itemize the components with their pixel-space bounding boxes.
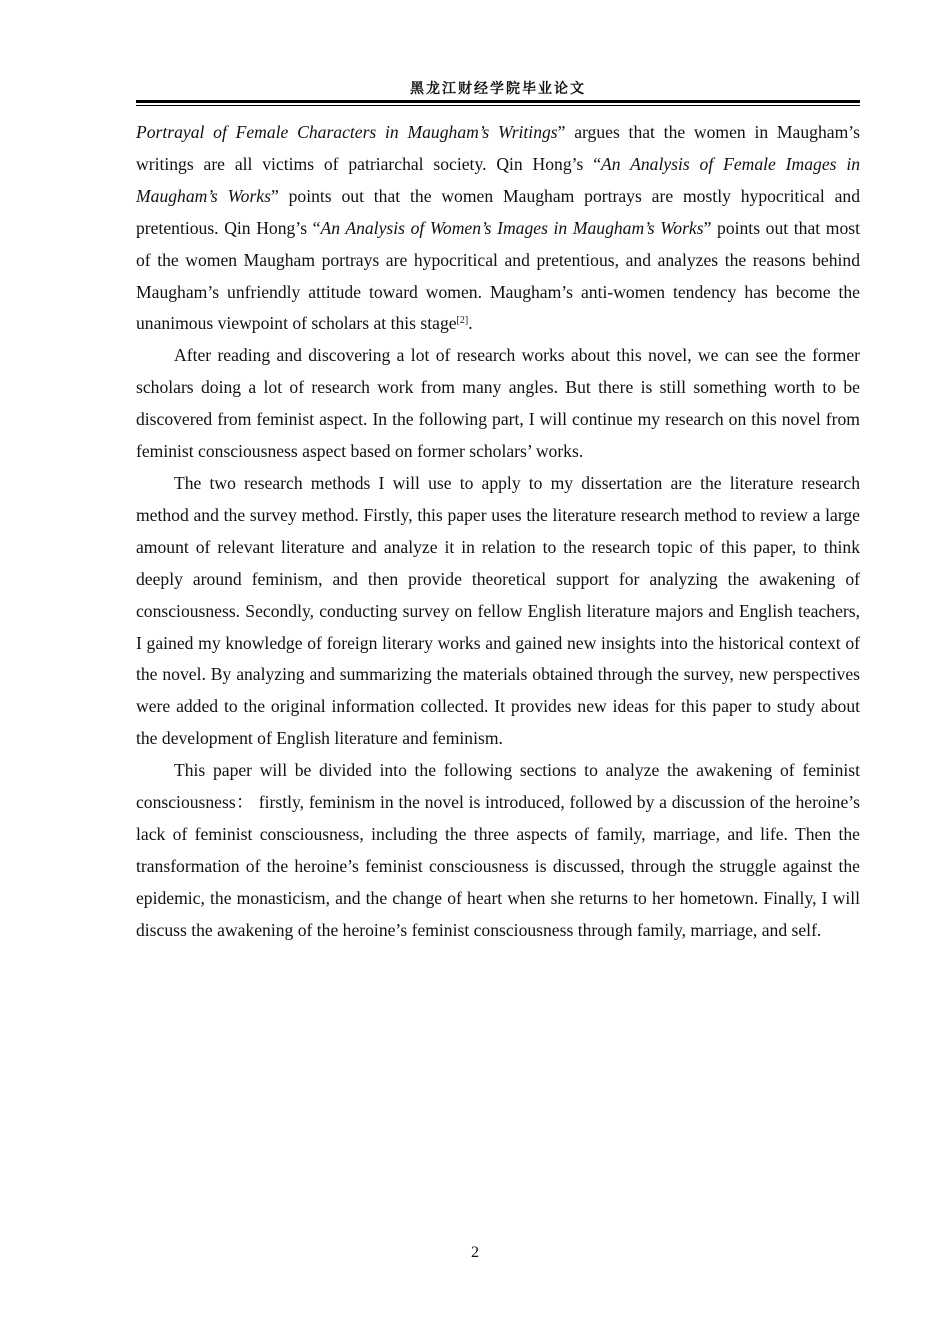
paragraph-4: This paper will be divided into the following sections to analyze the awakening of feminist consciousness： firstly, feminism in the novel is introduced, followed by a discussion of the heroine’s lack of feminist consciousness, including the three aspects of family, marriage, and life. Then the transformation of the heroine’s feminist consciousness is discussed, through the struggle against the epidemic, the monasticism, and the change of heart when she returns to her hometown. Finally, I will discuss the awakening of the heroine’s feminist consciousness through family, marriage, and self. xyxy=(136,760,860,940)
header-rule-thin xyxy=(136,105,860,106)
cited-title: An Analysis of Female Images in Maugham’s Works xyxy=(136,153,861,206)
cited-title: An Analysis of Women’s Images in Maugham’s Works xyxy=(320,217,704,238)
paragraph-1 xyxy=(136,117,860,340)
paragraph-3: The two research methods I will use to apply to my dissertation are the literature research method and the survey method. Firstly, this paper uses the literature research method to review a large amount of relevant literature and analyze it in relation to the research topic of this paper, to think deeply around feminism, and then provide theoretical support for analyzing the awakening of consciousness. Secondly, conducting survey on fellow English literature majors and English teachers, I gained my knowledge of foreign literary works and gained new insights into the historical context of the novel. By analyzing and summarizing the materials obtained through the survey, new perspectives were added to the original information collected. It provides new ideas for this paper to study about the development of English literature and feminism. xyxy=(136,472,860,749)
header-rule-thick xyxy=(136,100,860,103)
paragraph-text: ” points out that most of the women Maugham portrays are hypocritical and pretentious, and analyzes the reasons behind Maugham’s unfriendly attitude toward women. Maugham’s anti-women tendency has become the unanimous viewpoint of scholars at this stage xyxy=(136,217,860,334)
body-text xyxy=(136,117,860,947)
running-header: 黑龙江财经学院毕业论文 xyxy=(410,81,586,97)
page-number: 2 xyxy=(471,1244,479,1261)
paragraph-text: ” points out that the women Maugham portrays are mostly hypocritical and pretentious. Qin Hong’s “ xyxy=(136,185,860,238)
citation-reference: [2] xyxy=(456,315,469,327)
paragraph-2: After reading and discovering a lot of research works about this novel, we can see the former scholars doing a lot of research work from many angles. But there is still something worth to be discovered from feminist aspect. In the following part, I will continue my research on this novel from feminist consciousness aspect based on former scholars’ works. xyxy=(136,345,860,462)
paragraph-text: . xyxy=(468,313,473,334)
paragraph-text: ” argues that the women in Maugham’s writings are all victims of patriarchal society. Qin Hong’s “ xyxy=(136,122,860,174)
cited-title: Portrayal of Female Characters in Maugham’s Writings xyxy=(136,122,558,142)
